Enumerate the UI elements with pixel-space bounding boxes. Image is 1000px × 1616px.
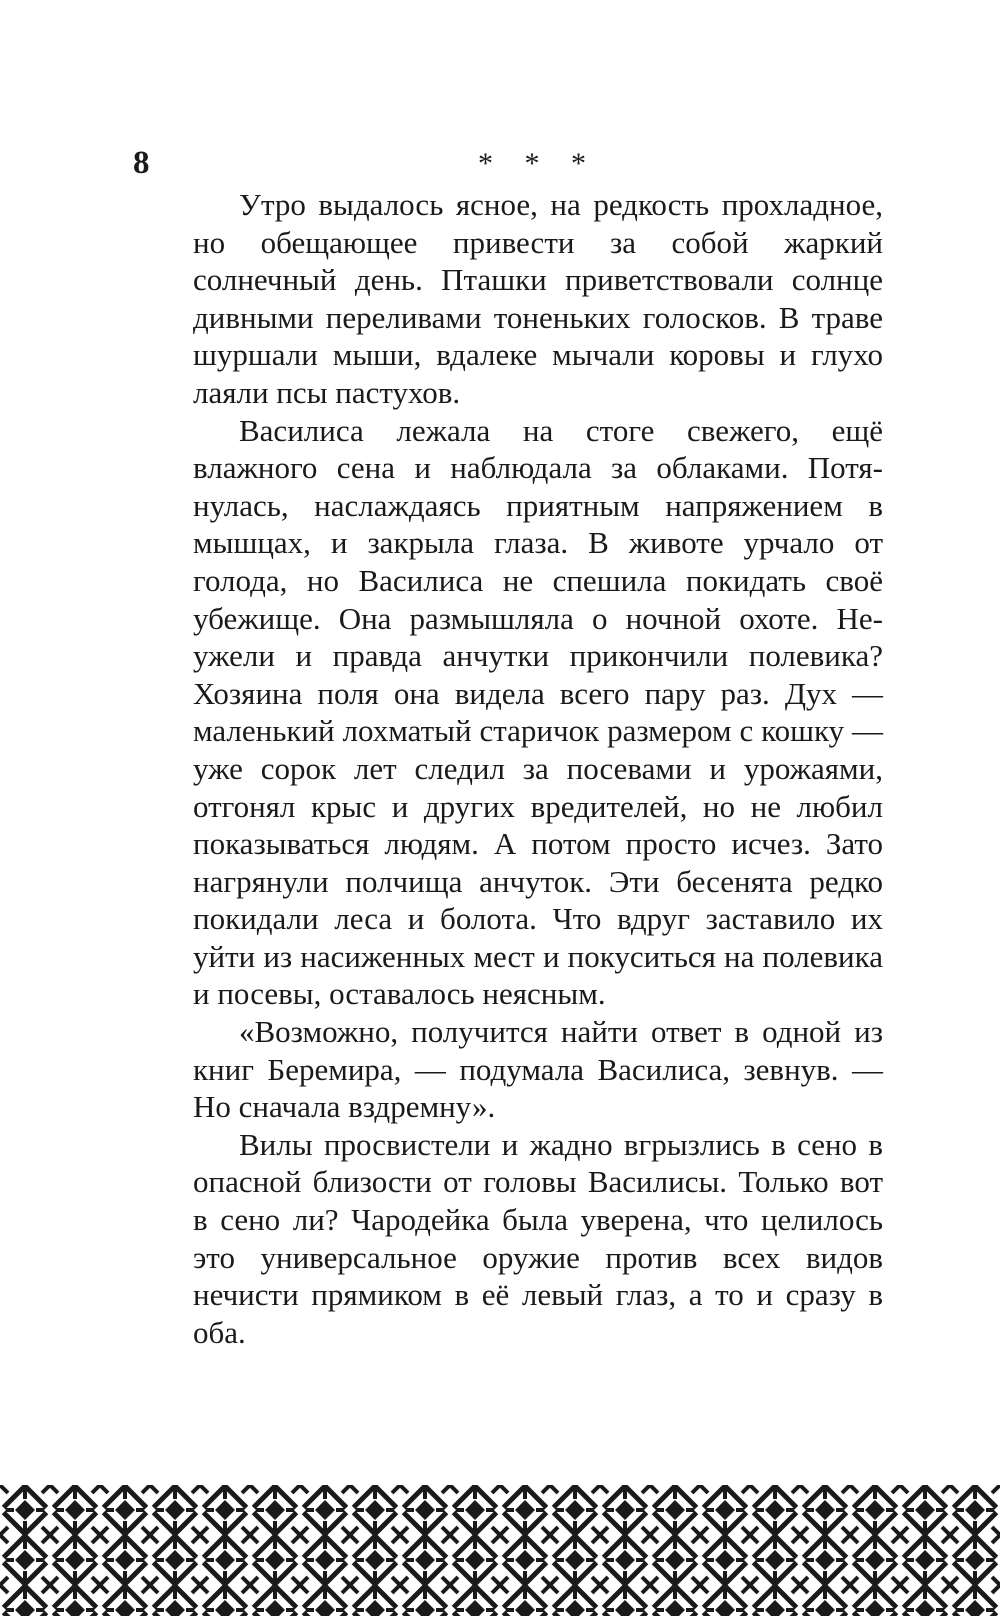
body-text	[193, 186, 883, 1351]
paragraph: Василиса лежала на стоге свежего, ещё влажного сена и наблюдала за облаками. Потянулась, наслаждаясь приятным напряжением в мышцах, и закрыла глаза. В животе урчало от голода, но Василиса не спешила покидать своё убежище. Она размышляла о ночной охоте. Неужели и правда анчутки прикончили полевика? Хозяина поля она видела всего пару раз. Дух — маленький лохматый старичок размером с кошку — уже сорок лет следил за посевами и урожаями, отгонял крыс и других вредителей, но не любил показываться людям. А потом просто исчез. Зато нагрянули полчища анчуток. Эти бесенята редко покидали леса и болота. Что вдруг заставило их уйти из насиженных мест и покуситься на полевика и посевы, оставалось неясным.	[193, 412, 883, 1012]
folk-ornament-border-icon	[0, 1485, 1000, 1616]
section-break-asterisks: * * *	[478, 147, 598, 180]
page-number: 8	[133, 145, 150, 181]
paragraph: «Возможно, получится найти ответ в одной из книг Беремира, — подумала Василиса, зевнув. — Но сначала вздремну».	[193, 1014, 883, 1125]
paragraph: Утро выдалось ясное, на редкость прохладное, но обещающее привести за собой жаркий солнечный день. Пташки приветствовали солнце дивными переливами тоненьких голосков. В траве шуршали мыши, вдалеке мычали коровы и глухо лаяли псы пастухов.	[193, 187, 883, 410]
paragraph: Вилы просвистели и жадно вгрызлись в сено в опасной близости от головы Василисы. Только вот в сено ли? Чародейка была уверена, что целилось это универсальное оружие против всех видов нечисти прямиком в её левый глаз, а то и сразу в оба.	[193, 1126, 883, 1350]
